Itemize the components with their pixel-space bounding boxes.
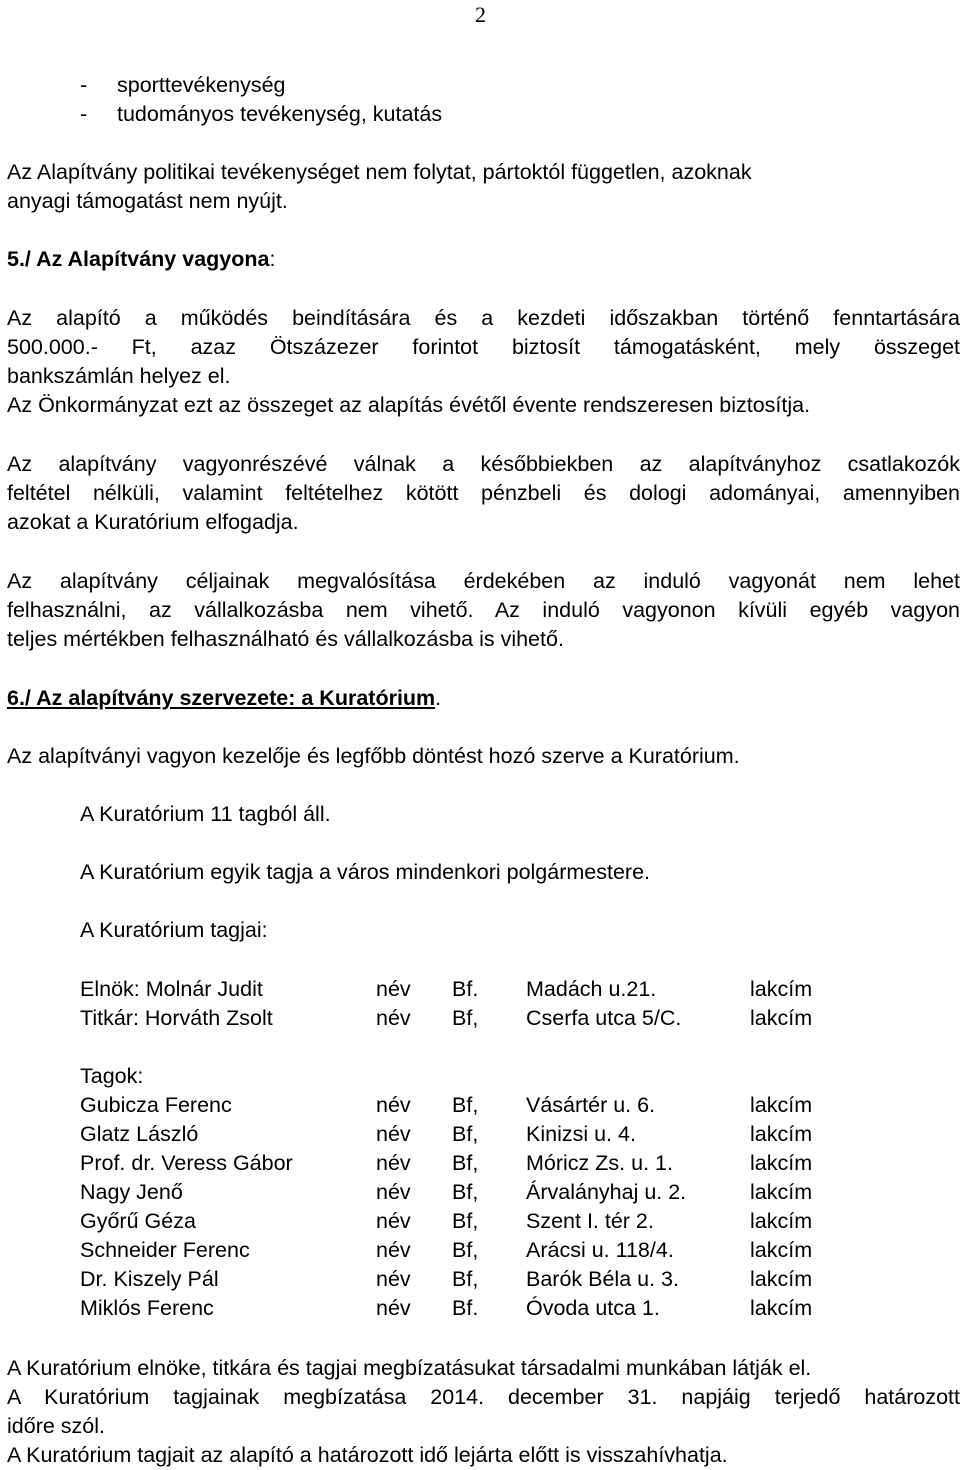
member-name: Prof. dr. Veress Gábor: [80, 1151, 293, 1175]
paragraph-line: felhasználni, az vállalkozásba nem vihető. Az induló vagyonon kívüli egyéb vagyon: [7, 598, 960, 622]
section-heading-rest: .: [435, 686, 442, 710]
member-city: Bf.: [452, 977, 479, 1001]
paragraph-line: Az alapító a működés beindítására és a kezdeti időszakban történő fenntartására: [7, 306, 960, 330]
bullet-text: tudományos tevékenység, kutatás: [117, 102, 443, 126]
paragraph-line: teljes mértékben felhasználható és vállalkozásba is vihető.: [7, 627, 564, 651]
paragraph-line: anyagi támogatást nem nyújt.: [7, 189, 288, 213]
bullet-dash: -: [80, 102, 88, 126]
paragraph-line: Az alapítványi vagyon kezelője és legfőbb döntést hozó szerve a Kuratórium.: [7, 744, 740, 768]
board-size: A Kuratórium 11 tagból áll.: [80, 802, 331, 826]
paragraph-line: Az alapítvány vagyonrészévé válnak a későbbiekben az alapítványhoz csatlakozók: [7, 452, 960, 476]
member-city: Bf,: [452, 1238, 479, 1262]
member-name: Titkár: Horváth Zsolt: [80, 1006, 273, 1030]
section-heading-bold: 6./ Az alapítvány szervezete: a Kuratórium: [7, 686, 436, 710]
member-lakcim: lakcím: [750, 1151, 813, 1175]
member-nev: név: [376, 1296, 411, 1320]
member-name: Dr. Kiszely Pál: [80, 1267, 219, 1291]
member-name: Nagy Jenő: [80, 1180, 183, 1204]
member-address: Kinizsi u. 4.: [526, 1122, 636, 1146]
member-address: Óvoda utca 1.: [526, 1296, 660, 1320]
paragraph-line: feltétel nélküli, valamint feltételhez kötött pénzbeli és dologi adományai, amennyiben: [7, 481, 960, 505]
paragraph-line: Az Alapítvány politikai tevékenységet nem folytat, pártoktól független, azoknak: [7, 160, 752, 184]
member-nev: név: [376, 1122, 411, 1146]
bullet-text: sporttevékenység: [117, 73, 286, 97]
member-name: Gubicza Ferenc: [80, 1093, 232, 1117]
members-heading: Tagok:: [80, 1064, 144, 1088]
member-city: Bf,: [452, 1122, 479, 1146]
section-heading-rest: :: [269, 247, 276, 271]
member-lakcim: lakcím: [750, 1209, 813, 1233]
closing-line: időre szól.: [7, 1414, 105, 1438]
member-address: Vásártér u. 6.: [526, 1093, 656, 1117]
paragraph-line: 500.000.- Ft, azaz Ötszázezer forintot biztosít támogatásként, mely összeget: [7, 335, 960, 359]
member-name: Glatz László: [80, 1122, 199, 1146]
member-nev: név: [376, 1238, 411, 1262]
member-address: Árvalányhaj u. 2.: [526, 1180, 687, 1204]
section-heading-bold: 5./ Az Alapítvány vagyona: [7, 247, 270, 271]
member-nev: név: [376, 1209, 411, 1233]
member-lakcim: lakcím: [750, 1238, 813, 1262]
closing-line: A Kuratórium tagjait az alapító a határozott idő lejárta előtt is visszahívhatja.: [7, 1443, 728, 1467]
member-nev: név: [376, 1006, 411, 1030]
member-lakcim: lakcím: [750, 1093, 813, 1117]
board-mayor: A Kuratórium egyik tagja a város mindenkori polgármestere.: [80, 860, 651, 884]
member-lakcim: lakcím: [750, 977, 813, 1001]
member-city: Bf.: [452, 1296, 479, 1320]
member-city: Bf,: [452, 1209, 479, 1233]
member-name: Győrű Géza: [80, 1209, 196, 1233]
member-address: Arácsi u. 118/4.: [526, 1238, 674, 1262]
page-number: 2: [475, 2, 486, 27]
member-address: Madách u.21.: [526, 977, 657, 1001]
member-name: Elnök: Molnár Judit: [80, 977, 263, 1001]
closing-line: A Kuratórium elnöke, titkára és tagjai megbízatásukat társadalmi munkában látják el.: [7, 1356, 812, 1380]
member-lakcim: lakcím: [750, 1180, 813, 1204]
member-address: Cserfa utca 5/C.: [526, 1006, 682, 1030]
member-address: Móricz Zs. u. 1.: [526, 1151, 673, 1175]
paragraph-line: Az alapítvány céljainak megvalósítása érdekében az induló vagyonát nem lehet: [7, 569, 960, 593]
board-members-heading: A Kuratórium tagjai:: [80, 918, 268, 942]
member-city: Bf,: [452, 1180, 479, 1204]
member-nev: név: [376, 1180, 411, 1204]
member-lakcim: lakcím: [750, 1122, 813, 1146]
member-name: Miklós Ferenc: [80, 1296, 214, 1320]
member-nev: név: [376, 1151, 411, 1175]
member-lakcim: lakcím: [750, 1006, 813, 1030]
section-heading: [7, 245, 275, 274]
paragraph-line: Az Önkormányzat ezt az összeget az alapítás évétől évente rendszeresen biztosítja.: [7, 393, 811, 417]
member-name: Schneider Ferenc: [80, 1238, 250, 1262]
member-nev: név: [376, 1093, 411, 1117]
member-address: Barók Béla u. 3.: [526, 1267, 679, 1291]
member-city: Bf,: [452, 1151, 479, 1175]
member-address: Szent I. tér 2.: [526, 1209, 654, 1233]
paragraph-line: bankszámlán helyez el.: [7, 364, 231, 388]
bullet-dash: -: [80, 73, 88, 97]
member-city: Bf,: [452, 1006, 479, 1030]
member-nev: név: [376, 1267, 411, 1291]
member-city: Bf,: [452, 1267, 479, 1291]
closing-line: A Kuratórium tagjainak megbízatása 2014. december 31. napjáig terjedő határozott: [7, 1385, 960, 1409]
member-lakcim: lakcím: [750, 1267, 813, 1291]
member-lakcim: lakcím: [750, 1296, 813, 1320]
member-city: Bf,: [452, 1093, 479, 1117]
member-nev: név: [376, 977, 411, 1001]
paragraph-line: azokat a Kuratórium elfogadja.: [7, 510, 299, 534]
section-heading: [7, 684, 441, 713]
